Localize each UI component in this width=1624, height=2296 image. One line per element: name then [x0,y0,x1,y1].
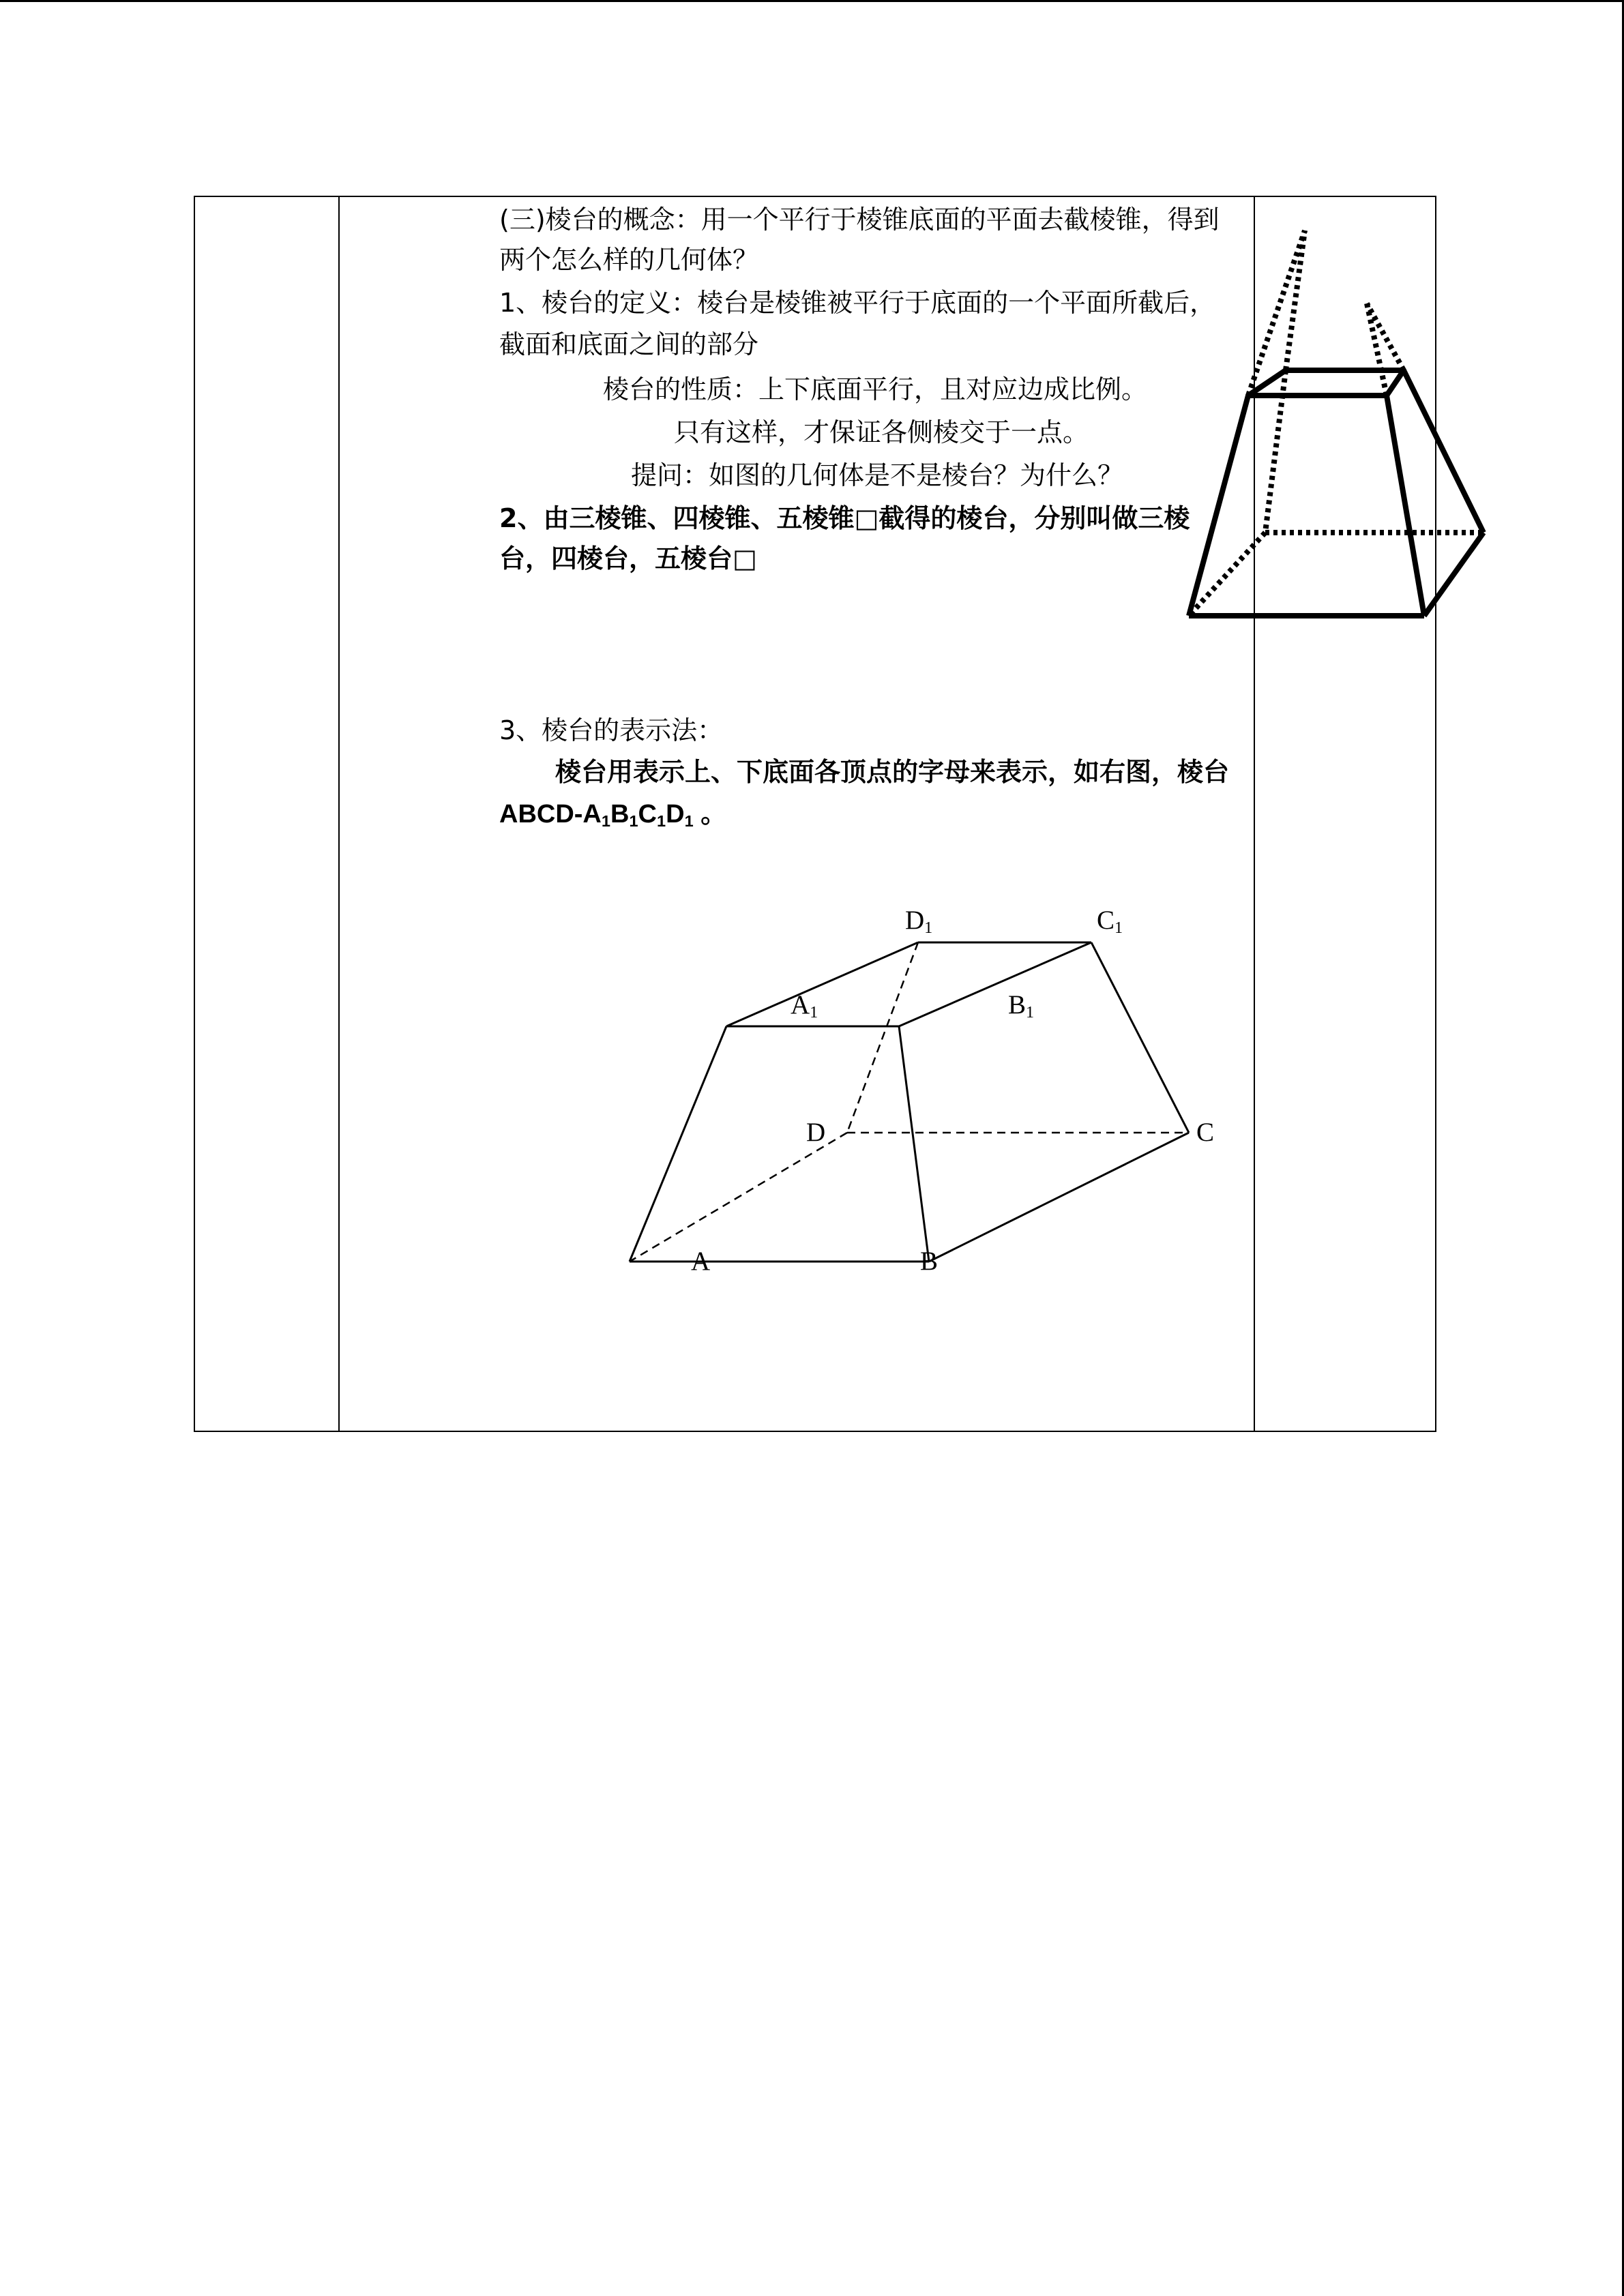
definition-line2: 截面和底面之间的部分 [499,329,759,359]
concept-heading-line2: 两个怎么样的几何体？ [499,245,759,275]
property-line: 棱台的性质：上下底面平行，且对应边成比例。 [603,374,1148,404]
edge-D1-A1 [726,942,918,1026]
vertex-label-A: A [691,1247,711,1276]
vertex-label-D1: $D_1$ [905,906,933,937]
vertex-label-C1: $C_1$ [1097,906,1123,937]
content-cell [339,196,1254,1431]
page-top-border [0,0,1624,2]
right-column-cell [1254,196,1436,1431]
hidden-edge-D1-D [847,942,918,1133]
edge-A1-A [630,1026,726,1262]
hidden-edge-D-A [630,1133,847,1262]
content-area [340,197,1254,1431]
definition-line1: 1、棱台的定义：棱台是棱锥被平行于底面的一个平面所截后， [499,288,1216,318]
frustum-types-line2: 台，四棱台，五棱台□ [499,543,757,573]
notation-example: ABCD-$A_1B_1C_1D_1$ 。 [499,800,727,830]
lesson-table [194,196,1436,1432]
edge-C1-C [1091,942,1189,1133]
concept-heading-line1: (三)棱台的概念：用一个平行于棱锥底面的平面去截棱锥，得到 [499,205,1220,235]
vertex-label-D: D [806,1118,826,1147]
edge-B1-B [899,1026,929,1262]
property-reason-line: 只有这样，才保证各侧棱交于一点。 [674,417,1089,447]
labeled-frustum-diagram [340,197,1254,1431]
notation-heading: 3、棱台的表示法： [499,715,724,745]
notation-description: 棱台用表示上、下底面各顶点的字母来表示，如右图，棱台 [555,757,1230,787]
edge-B-C [929,1133,1189,1262]
question-line: 提问：如图的几何体是不是棱台？为什么？ [631,460,1124,490]
edge-B1-C1 [899,942,1091,1026]
frustum-types-line1: 2、由三棱锥、四棱锥、五棱锥□截得的棱台，分别叫做三棱 [499,503,1190,533]
vertex-label-B: B [920,1247,939,1276]
vertex-label-C: C [1196,1118,1215,1147]
vertex-label-A1: $A_1$ [791,990,818,1022]
vertex-label-B1: $B_1$ [1008,990,1035,1022]
left-column-cell [194,196,339,1431]
